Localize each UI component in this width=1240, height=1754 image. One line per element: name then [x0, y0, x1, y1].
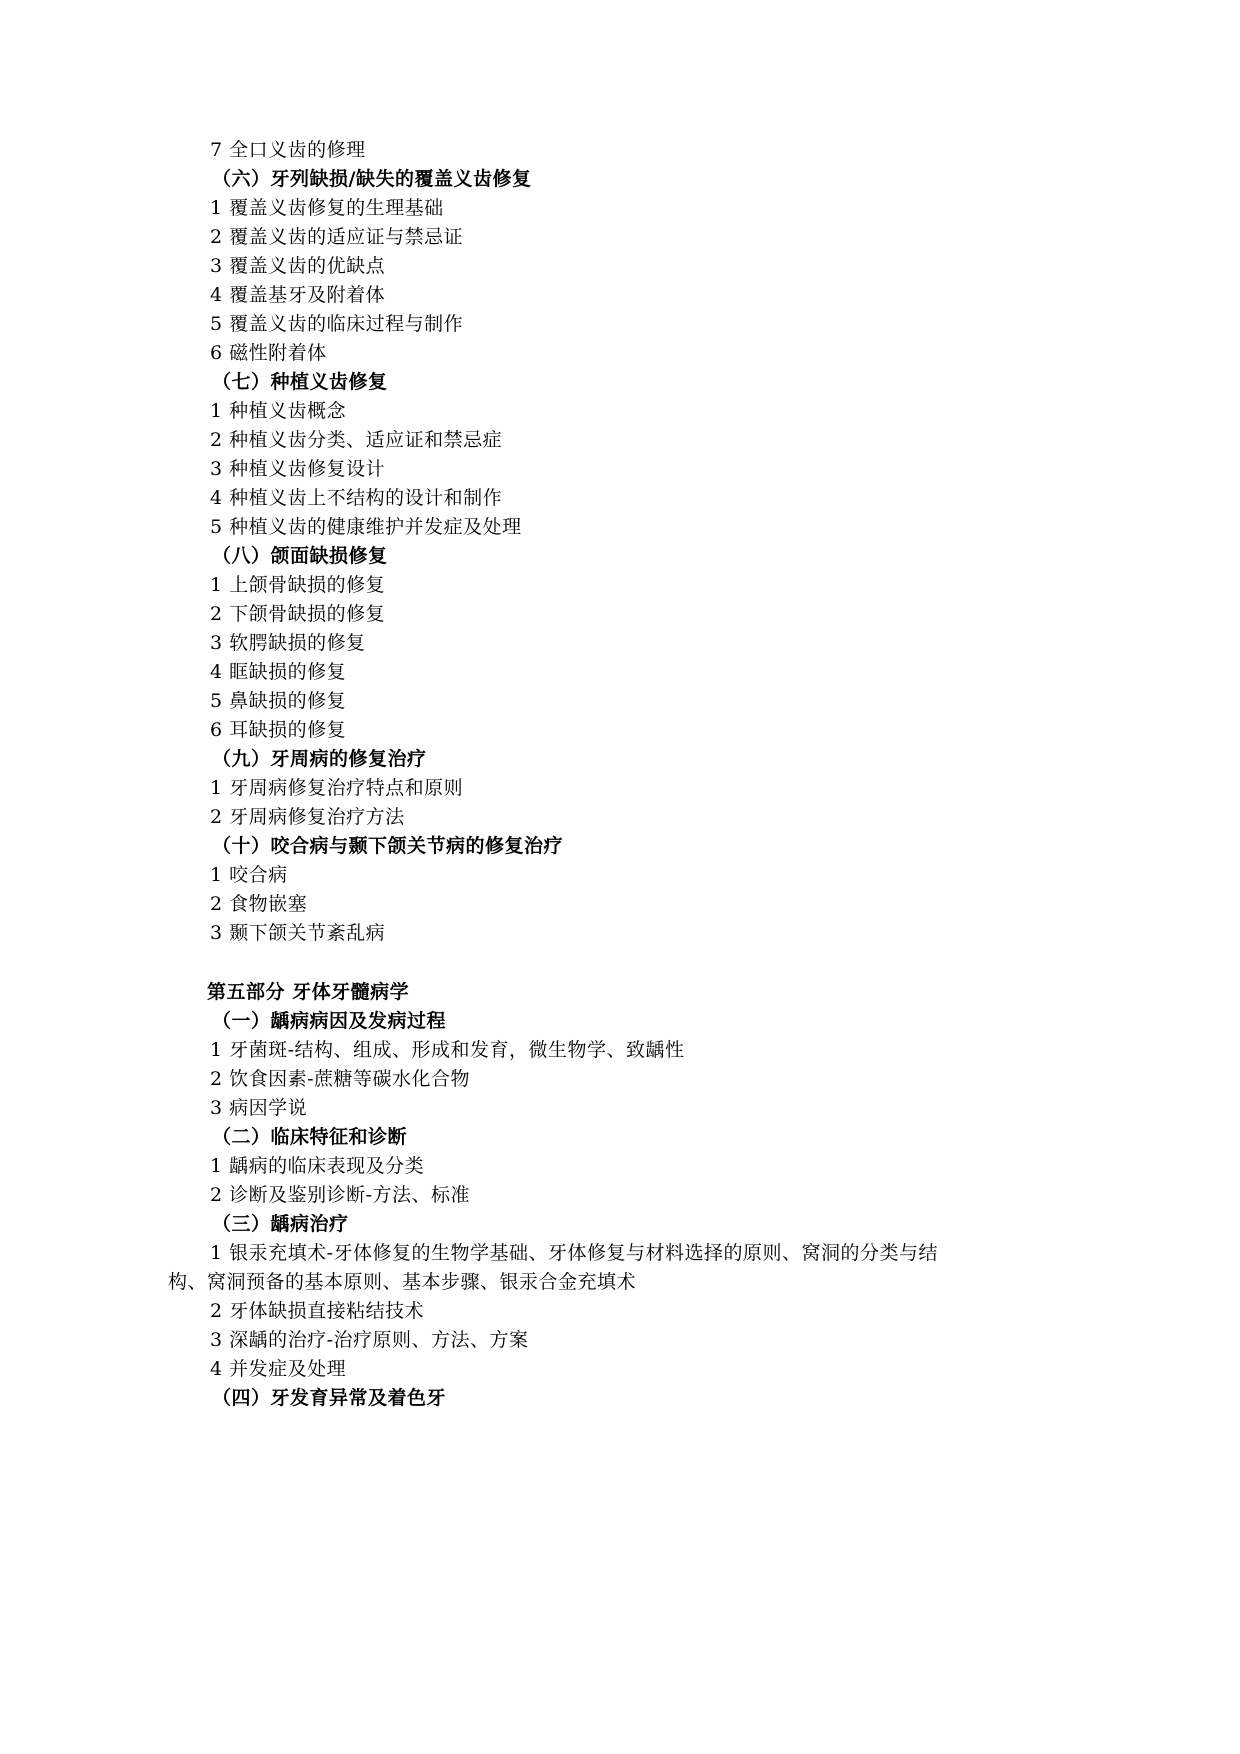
section-heading: （七）种植义齿修复 [212, 371, 388, 393]
list-item: 1 上颌骨缺损的修复 [210, 574, 386, 596]
list-item: 4 覆盖基牙及附着体 [210, 284, 386, 306]
list-item: 2 下颌骨缺损的修复 [210, 603, 386, 625]
list-item: 2 诊断及鉴别诊断-方法、标准 [210, 1184, 471, 1206]
list-item: 5 覆盖义齿的临床过程与制作 [210, 313, 464, 335]
list-item: 1 种植义齿概念 [210, 400, 347, 422]
list-item: 1 龋病的临床表现及分类 [210, 1155, 425, 1177]
list-item: 4 并发症及处理 [210, 1358, 347, 1380]
list-item: 6 磁性附着体 [210, 342, 327, 364]
list-item: 7 全口义齿的修理 [210, 139, 366, 161]
list-item: 1 覆盖义齿修复的生理基础 [210, 197, 444, 219]
part-title: 第五部分 牙体牙髓病学 [207, 981, 410, 1003]
list-item: 3 种植义齿修复设计 [210, 458, 386, 480]
list-item: 3 病因学说 [210, 1097, 308, 1119]
list-item: 3 深龋的治疗-治疗原则、方法、方案 [210, 1329, 529, 1351]
list-item: 3 覆盖义齿的优缺点 [210, 255, 386, 277]
list-item-wrapped-first-line: 1 银汞充填术-牙体修复的生物学基础、牙体修复与材料选择的原则、窝洞的分类与结 [210, 1242, 939, 1264]
section-heading: （一）龋病病因及发病过程 [212, 1010, 447, 1032]
list-item: 2 牙体缺损直接粘结技术 [210, 1300, 425, 1322]
list-item: 4 眶缺损的修复 [210, 661, 347, 683]
list-item: 5 鼻缺损的修复 [210, 690, 347, 712]
list-item: 2 饮食因素-蔗糖等碳水化合物 [210, 1068, 471, 1090]
list-item: 1 牙周病修复治疗特点和原则 [210, 777, 464, 799]
list-item-wrapped-continuation: 构、窝洞预备的基本原则、基本步骤、银汞合金充填术 [168, 1271, 637, 1293]
section-heading: （四）牙发育异常及着色牙 [212, 1387, 447, 1409]
list-item: 2 牙周病修复治疗方法 [210, 806, 405, 828]
section-heading: （二）临床特征和诊断 [212, 1126, 408, 1148]
section-heading: （六）牙列缺损/缺失的覆盖义齿修复 [212, 168, 532, 190]
section-heading: （三）龋病治疗 [212, 1213, 349, 1235]
list-item: 4 种植义齿上不结构的设计和制作 [210, 487, 503, 509]
list-item: 2 食物嵌塞 [210, 893, 308, 915]
list-item: 2 覆盖义齿的适应证与禁忌证 [210, 226, 464, 248]
list-item: 3 软腭缺损的修复 [210, 632, 366, 654]
list-item: 1 牙菌斑-结构、组成、形成和发育，微生物学、致龋性 [210, 1039, 685, 1061]
list-item: 2 种植义齿分类、适应证和禁忌症 [210, 429, 503, 451]
list-item: 1 咬合病 [210, 864, 288, 886]
section-heading: （九）牙周病的修复治疗 [212, 748, 427, 770]
section-heading: （十）咬合病与颞下颌关节病的修复治疗 [212, 835, 564, 857]
list-item: 3 颞下颌关节紊乱病 [210, 922, 386, 944]
section-heading: （八）颌面缺损修复 [212, 545, 388, 567]
list-item: 6 耳缺损的修复 [210, 719, 347, 741]
list-item: 5 种植义齿的健康维护并发症及处理 [210, 516, 522, 538]
